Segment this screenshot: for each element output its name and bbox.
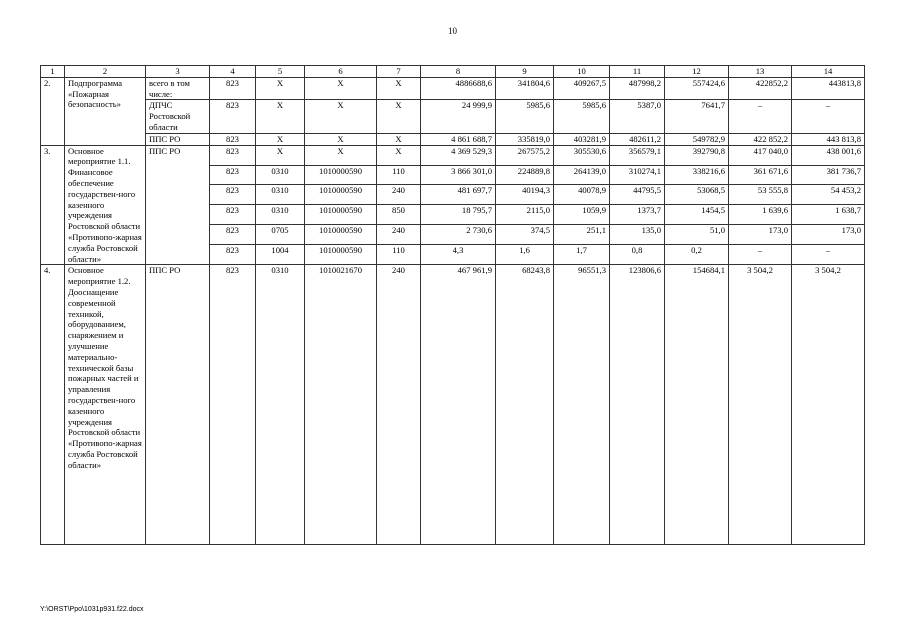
cell: 40078,9 bbox=[554, 185, 610, 205]
cell: 1010000590 bbox=[305, 185, 377, 205]
table-row bbox=[41, 145, 865, 165]
cell: 224889,8 bbox=[496, 165, 554, 185]
cell: 481 697,7 bbox=[421, 185, 496, 205]
cell: 356579,1 bbox=[610, 145, 665, 165]
cell: 409267,5 bbox=[554, 77, 610, 100]
column-number: 9 bbox=[496, 66, 554, 78]
cell: 123806,6 bbox=[610, 265, 665, 545]
cell: 0310 bbox=[256, 185, 305, 205]
cell: 1010000590 bbox=[305, 205, 377, 225]
cell: 1 638,7 bbox=[792, 205, 865, 225]
cell: Х bbox=[256, 77, 305, 100]
cell: 443813,8 bbox=[792, 77, 865, 100]
file-path-footer: Y:\ORST\Ppo\1031p931.f22.docx bbox=[40, 606, 144, 613]
cell: 0,8 bbox=[610, 245, 665, 265]
cell: Х bbox=[256, 145, 305, 165]
budget-table bbox=[40, 65, 865, 545]
cell: – bbox=[792, 245, 865, 265]
page-number: 10 bbox=[448, 26, 457, 36]
cell: 1454,5 bbox=[665, 205, 729, 225]
column-number: 13 bbox=[729, 66, 792, 78]
cell: 24 999,9 bbox=[421, 100, 496, 133]
cell: 240 bbox=[377, 225, 421, 245]
executor-cell: ППС РО bbox=[146, 133, 210, 145]
cell: 40194,3 bbox=[496, 185, 554, 205]
cell: 422852,2 bbox=[729, 77, 792, 100]
cell: 96551,3 bbox=[554, 265, 610, 545]
cell: 110 bbox=[377, 245, 421, 265]
cell: 3 504,2 bbox=[792, 265, 865, 545]
column-number: 10 bbox=[554, 66, 610, 78]
cell: 154684,1 bbox=[665, 265, 729, 545]
column-number: 7 bbox=[377, 66, 421, 78]
cell: Х bbox=[305, 145, 377, 165]
cell: 4,3 bbox=[421, 245, 496, 265]
cell: 3 504,2 bbox=[729, 265, 792, 545]
cell: Х bbox=[305, 100, 377, 133]
cell: 443 813,8 bbox=[792, 133, 865, 145]
table-row bbox=[41, 100, 865, 133]
cell: Х bbox=[377, 133, 421, 145]
cell: 0310 bbox=[256, 265, 305, 545]
cell: Х bbox=[377, 145, 421, 165]
column-number: 6 bbox=[305, 66, 377, 78]
cell: Х bbox=[256, 133, 305, 145]
cell: 482611,2 bbox=[610, 133, 665, 145]
cell: 361 671,6 bbox=[729, 165, 792, 185]
cell: Х bbox=[377, 77, 421, 100]
cell: 54 453,2 bbox=[792, 185, 865, 205]
cell: 305530,6 bbox=[554, 145, 610, 165]
cell: 823 bbox=[210, 265, 256, 545]
cell: 381 736,7 bbox=[792, 165, 865, 185]
cell: 1,7 bbox=[554, 245, 610, 265]
cell: 823 bbox=[210, 77, 256, 100]
cell: 0310 bbox=[256, 205, 305, 225]
column-number: 1 bbox=[41, 66, 65, 78]
cell: 823 bbox=[210, 145, 256, 165]
cell: Х bbox=[305, 133, 377, 145]
cell: 823 bbox=[210, 165, 256, 185]
cell: 240 bbox=[377, 185, 421, 205]
cell: 68243,8 bbox=[496, 265, 554, 545]
cell: 417 040,0 bbox=[729, 145, 792, 165]
cell: 338216,6 bbox=[665, 165, 729, 185]
column-number: 5 bbox=[256, 66, 305, 78]
cell: – bbox=[729, 245, 792, 265]
cell: 422 852,2 bbox=[729, 133, 792, 145]
cell: 240 bbox=[377, 265, 421, 545]
cell: 392790,8 bbox=[665, 145, 729, 165]
cell: 135,0 bbox=[610, 225, 665, 245]
cell: – bbox=[729, 100, 792, 133]
column-number-row bbox=[41, 66, 865, 78]
cell: 51,0 bbox=[665, 225, 729, 245]
program-name: Подпрограмма «Пожарная безопасность» bbox=[65, 77, 146, 145]
cell: 1010000590 bbox=[305, 165, 377, 185]
cell: 53068,5 bbox=[665, 185, 729, 205]
cell: Х bbox=[305, 77, 377, 100]
cell: 1059,9 bbox=[554, 205, 610, 225]
table-row bbox=[41, 77, 865, 100]
cell: 310274,1 bbox=[610, 165, 665, 185]
column-number: 3 bbox=[146, 66, 210, 78]
cell: 374,5 bbox=[496, 225, 554, 245]
cell: 2115,0 bbox=[496, 205, 554, 225]
table-row bbox=[41, 133, 865, 145]
cell: 823 bbox=[210, 100, 256, 133]
cell: 1,6 bbox=[496, 245, 554, 265]
cell: 0705 bbox=[256, 225, 305, 245]
cell: 438 001,6 bbox=[792, 145, 865, 165]
cell: 1 639,6 bbox=[729, 205, 792, 225]
cell: 264139,0 bbox=[554, 165, 610, 185]
column-number: 8 bbox=[421, 66, 496, 78]
column-number: 2 bbox=[65, 66, 146, 78]
cell: 4 369 529,3 bbox=[421, 145, 496, 165]
cell: 341804,6 bbox=[496, 77, 554, 100]
cell: 557424,6 bbox=[665, 77, 729, 100]
executor-cell: ППС РО bbox=[146, 265, 210, 545]
cell: 173,0 bbox=[729, 225, 792, 245]
cell: 0310 bbox=[256, 165, 305, 185]
cell: 823 bbox=[210, 245, 256, 265]
program-name: Основное мероприятие 1.2. Дооснащение современной техникой, оборудованием, снаряжением и улучшение материально-технической базы пожарных частей и управления государствен-ного казенного учреждения Ростовской области «Противопо-жарная служба Ростовской области» bbox=[65, 265, 146, 545]
cell: 18 795,7 bbox=[421, 205, 496, 225]
cell: 2 730,6 bbox=[421, 225, 496, 245]
cell: 7641,7 bbox=[665, 100, 729, 133]
cell: 1010021670 bbox=[305, 265, 377, 545]
cell: 267575,2 bbox=[496, 145, 554, 165]
executor-cell: ППС РО bbox=[146, 145, 210, 265]
cell: 487998,2 bbox=[610, 77, 665, 100]
cell: 4 861 688,7 bbox=[421, 133, 496, 145]
cell: 549782,9 bbox=[665, 133, 729, 145]
column-number: 14 bbox=[792, 66, 865, 78]
cell: Х bbox=[256, 100, 305, 133]
cell: 44795,5 bbox=[610, 185, 665, 205]
row-number: 4. bbox=[41, 265, 65, 545]
cell: 251,1 bbox=[554, 225, 610, 245]
cell: 823 bbox=[210, 225, 256, 245]
cell: 5387,0 bbox=[610, 100, 665, 133]
cell: 1010000590 bbox=[305, 245, 377, 265]
cell: 823 bbox=[210, 205, 256, 225]
cell: 110 bbox=[377, 165, 421, 185]
cell: 53 555,8 bbox=[729, 185, 792, 205]
column-number: 12 bbox=[665, 66, 729, 78]
cell: 823 bbox=[210, 185, 256, 205]
executor-cell: всего в том числе: bbox=[146, 77, 210, 100]
cell: 0,2 bbox=[665, 245, 729, 265]
cell: 403281,9 bbox=[554, 133, 610, 145]
program-name: Основное мероприятие 1.1. Финансовое обеспечение государствен-ного казенного учреждения Ростовской области «Противопо-жарная служба Ростовской области» bbox=[65, 145, 146, 265]
column-number: 11 bbox=[610, 66, 665, 78]
cell: 4886688,6 bbox=[421, 77, 496, 100]
cell: 1004 bbox=[256, 245, 305, 265]
cell: 467 961,9 bbox=[421, 265, 496, 545]
cell: 3 866 301,0 bbox=[421, 165, 496, 185]
cell: 5985,6 bbox=[496, 100, 554, 133]
row-number: 3. bbox=[41, 145, 65, 265]
executor-cell: ДПЧС Ростовской области bbox=[146, 100, 210, 133]
cell: 335819,0 bbox=[496, 133, 554, 145]
cell: 5985,6 bbox=[554, 100, 610, 133]
cell: 173,0 bbox=[792, 225, 865, 245]
cell: Х bbox=[377, 100, 421, 133]
cell: 823 bbox=[210, 133, 256, 145]
column-number: 4 bbox=[210, 66, 256, 78]
cell: 1010000590 bbox=[305, 225, 377, 245]
cell: 850 bbox=[377, 205, 421, 225]
row-number: 2. bbox=[41, 77, 65, 145]
cell: – bbox=[792, 100, 865, 133]
cell: 1373,7 bbox=[610, 205, 665, 225]
table-row bbox=[41, 265, 865, 545]
